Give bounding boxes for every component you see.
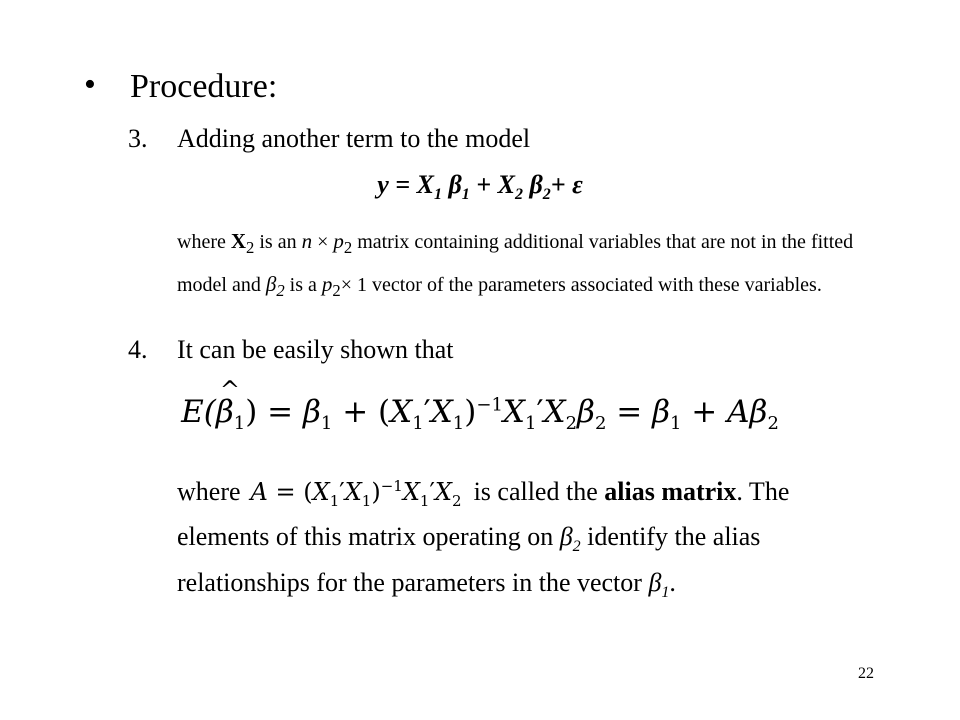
slide-heading: Procedure:: [130, 68, 278, 105]
bullet: •: [84, 66, 96, 103]
model-note: where $X_2$ is an $n \times p_2$ matrix containing additional variables that are not in the fitted model and $\beta_2$ is a $p_2\times 1$ vector of the parameters associated with these variables.: [177, 229, 854, 300]
expectation-equation: E(^ $\beta_1) = \beta_1 + (X_1'X_1)^{-1}X_1'X_2\beta_2 = \beta_1 + A\beta_2$: [0, 394, 960, 434]
item-text-4: It can be easily shown that: [177, 335, 454, 364]
alias-paragraph: where $A = (X_1'X_1)^{-1}X_1'X_2$ is called the alias matrix. The elements of this matrix operating on $\beta_2$ identify the alias relationships for the parameters in the vector $\beta_1$.: [177, 477, 790, 602]
alias-matrix-equation: $A = (X_1'X_1)^{-1}X_1'X_2$: [250, 477, 462, 510]
page-number: 22: [858, 665, 874, 682]
model-equation: $y = X_1$ $\beta_1 + X_2$ $\beta_2+ \varepsilon$: [377, 170, 583, 204]
item-number-3: 3.: [128, 124, 148, 153]
item-text-3: Adding another term to the model: [177, 124, 531, 153]
item-number-4: 4.: [128, 335, 148, 364]
